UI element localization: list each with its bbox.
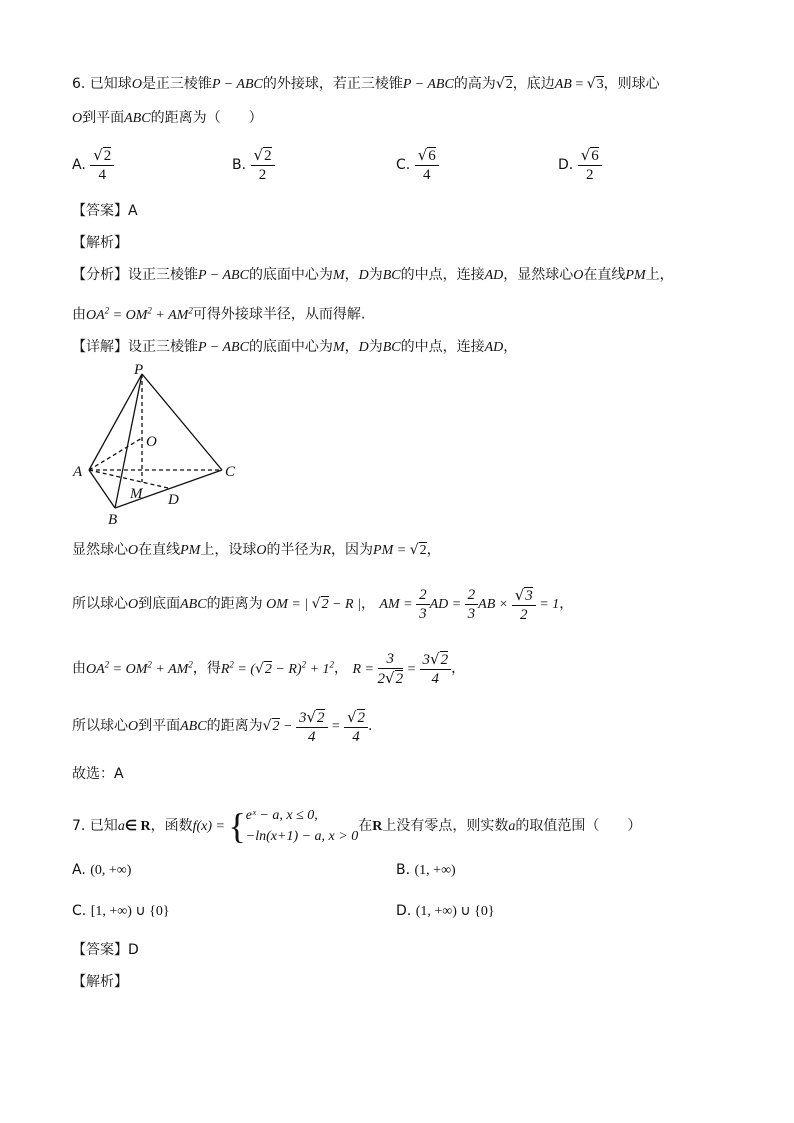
text: 的底面中心为 (248, 339, 333, 355)
option-letter: A. (72, 157, 86, 173)
eq-am: AM = $\frac{2}{3}$ AD = $\frac{2}{3}$ AB × $\frac{√3}{2}$ = 1 (379, 585, 560, 623)
q6-fenxi-line2 (72, 300, 365, 326)
text: 的高为 (453, 76, 496, 92)
text: 上， (645, 267, 674, 283)
math-in-R: ∈ R (124, 819, 151, 834)
edge-ad-hidden (89, 470, 168, 488)
text: 的半径为 (266, 542, 323, 558)
math-pabc: P − ABC (198, 268, 249, 283)
f-of-x: f(x) = (192, 819, 229, 834)
eq-distance: √2 − $\frac{3√2}{4}$ = $\frac{√2}{4}$ (263, 719, 368, 734)
text: 的中点，连接 (400, 267, 485, 283)
text: 在直线 (583, 267, 626, 283)
text: 为 (368, 267, 383, 283)
text: 是正三棱锥 (141, 76, 212, 92)
text: 的距离为（ ） (150, 110, 263, 126)
q6-option-d (558, 146, 602, 184)
math-PM: PM (180, 543, 201, 558)
q6-fenxi-line1: 【分析】设正三棱锥P − ABC的底面中心为M，D为BC的中点，连接AD，显然球心O在直线PM上， (72, 267, 674, 283)
text: 的取值范围（ ） (515, 818, 642, 834)
math-PM: PM (625, 268, 646, 283)
q6-choose (72, 764, 124, 784)
text: ，显然球心 (503, 267, 574, 283)
analysis-label: 【解析】 (72, 974, 128, 990)
text: 由 (72, 660, 86, 677)
q6-option-b (232, 146, 275, 184)
math-pabc: P − ABC (402, 77, 454, 92)
text: ，底边 (512, 76, 555, 92)
option-letter: B. (232, 157, 247, 173)
q6-step3: 由$OA^2 = OM^2 + AM^2$，得$R^2 = (√2 - R)^2 + 1^2$， R = $\frac{3}{2√2}$ = $\frac{3√2}{4}$ ， (72, 650, 466, 688)
label-C: C (225, 464, 236, 480)
option-letter: D. (396, 903, 412, 919)
q6-option-c (396, 146, 439, 184)
q6-step2: 所以球心O到底面ABC的距离为 OM = | √2 − R |， AM = $\frac{2}{3}$ AD = $\frac{2}{3}$ AB × $\frac{√3}{2}$ = 1， (72, 585, 574, 623)
text: 的中点，连接 (400, 339, 485, 355)
math-O: O (128, 597, 139, 612)
text: 设正三棱锥 (128, 339, 198, 355)
math-BC: BC (382, 268, 401, 283)
option-letter: C. (72, 903, 87, 919)
text: 所以球心 (72, 596, 128, 612)
text: 的外接球，若正三棱锥 (262, 76, 403, 92)
option-letter: C. (396, 157, 411, 173)
sqrt-2: √2 (409, 542, 427, 558)
edge-pc (142, 374, 222, 470)
text: 的距离为 (206, 718, 263, 734)
q7-option-d (396, 903, 495, 920)
option-letter: B. (396, 862, 411, 878)
math-D: D (358, 340, 369, 355)
text: 6. 已知球 (72, 76, 132, 92)
math-ABC: ABC (124, 111, 151, 126)
text: ，则球心 (603, 76, 660, 92)
math-AB: AB (554, 77, 572, 92)
math-O: O (128, 543, 139, 558)
math-AD: AD (484, 340, 504, 355)
text: 设正三棱锥 (128, 267, 198, 283)
text: 上没有零点，则实数 (382, 818, 509, 834)
text: ，函数 (150, 818, 193, 834)
eq-oa2: $OA^2 = OM^2 + AM^2$ (86, 305, 193, 323)
q7-option-c (72, 903, 170, 920)
label-O: O (146, 434, 157, 450)
q6-option-a (72, 146, 114, 184)
eq-pm: PM = (373, 543, 410, 558)
math-ABC: ABC (180, 597, 207, 612)
eq-oa2: $OA^2 = OM^2 + AM^2$ (86, 659, 193, 677)
math-O: O (128, 719, 139, 734)
option-text: (1, +∞) (414, 863, 456, 878)
eq-r: R = $\frac{3}{2√2}$ = $\frac{3√2}{4}$ (353, 662, 452, 677)
q6-stem-line1: 6. 已知球O是正三棱锥P − ABC的外接球，若正三棱锥P − ABC的高为√2，底边AB = √3，则球心 (72, 76, 660, 92)
math-R: R (322, 543, 332, 558)
text: ，得 (192, 660, 221, 677)
answer-label: 【答案】 (72, 203, 128, 219)
text: 所以球心 (72, 718, 128, 734)
text: 可得外接球半径，从而得解. (192, 306, 366, 323)
text: 到平面 (82, 110, 125, 126)
q6-answer (72, 201, 138, 221)
math-M: M (332, 340, 345, 355)
case-2: −ln(x+1) − a, x > 0 (245, 829, 359, 844)
q6-analysis-label (72, 233, 128, 253)
choose-text: 故选：A (72, 766, 124, 782)
text: 的距离为 (206, 596, 263, 612)
math-O: O (131, 77, 142, 92)
brace: { (228, 806, 246, 846)
edge-pa (89, 374, 142, 470)
q6-xiangjie-line: 【详解】设正三棱锥P − ABC的底面中心为M，D为BC的中点，连接AD， (72, 339, 518, 355)
label-B: B (108, 512, 118, 528)
option-text: (0, +∞) (90, 863, 132, 878)
pyramid-diagram (70, 360, 250, 530)
answer-value: A (128, 203, 138, 219)
label-D: D (168, 492, 179, 508)
math-ABC: ABC (180, 719, 207, 734)
eq-r2: $R^2 = (√2 - R)^2 + 1^2$ (220, 659, 335, 677)
text: 显然球心 (72, 542, 128, 558)
eq-om: OM = | √2 − R | (262, 596, 361, 612)
q7-option-b (396, 862, 456, 879)
text: 上，设球 (200, 542, 257, 558)
math-R: R (372, 819, 383, 834)
analysis-label: 【解析】 (72, 235, 128, 251)
math-D: D (358, 268, 369, 283)
sqrt-2: √2 (495, 76, 513, 92)
text: 在直线 (138, 542, 181, 558)
math-a: a (117, 819, 125, 834)
math-AD: AD (484, 268, 504, 283)
math-O: O (256, 543, 267, 558)
math-O: O (72, 111, 83, 126)
math-pabc: P − ABC (211, 77, 263, 92)
label-M: M (130, 486, 143, 502)
fraction: $\frac{√2}{4}$ (90, 146, 114, 184)
q6-stem-line2 (72, 108, 263, 129)
math-a: a (508, 819, 516, 834)
text: 在 (358, 818, 373, 834)
math-O: O (573, 268, 584, 283)
q6-step1: 显然球心O在直线PM上，设球O的半径为R，因为PM = √2， (72, 542, 441, 558)
sqrt-3: √3 (586, 76, 604, 92)
case-1: eˣ − a, x ≤ 0, (245, 808, 318, 823)
fraction: $\frac{√6}{2}$ (578, 146, 602, 184)
answer-value: D (128, 942, 139, 958)
fraction: $\frac{√6}{4}$ (415, 146, 439, 184)
option-letter: A. (72, 862, 86, 878)
option-text: [1, +∞) ∪ {0} (90, 904, 170, 919)
option-text: (1, +∞) ∪ {0} (415, 904, 495, 919)
text: 的底面中心为 (248, 267, 333, 283)
q7-analysis-label (72, 972, 128, 992)
text: 7. 已知 (72, 818, 118, 834)
math-M: M (332, 268, 345, 283)
math-BC: BC (382, 340, 401, 355)
q7-stem (72, 804, 641, 849)
text: 由 (72, 306, 86, 323)
label-A: A (73, 464, 83, 480)
math-pabc: P − ABC (198, 340, 249, 355)
q7-option-a (72, 862, 131, 879)
text: 为 (368, 339, 383, 355)
fraction: $\frac{√2}{2}$ (251, 146, 275, 184)
q7-answer (72, 940, 139, 960)
answer-label: 【答案】 (72, 942, 128, 958)
xiangjie-label: 【详解】 (72, 339, 128, 355)
text: 到平面 (138, 718, 181, 734)
label-P: P (134, 362, 144, 378)
edge-ao-hidden (89, 438, 142, 470)
piecewise (246, 805, 358, 847)
fenxi-label: 【分析】 (72, 267, 128, 283)
text: ，因为 (331, 542, 374, 558)
text: 到底面 (138, 596, 181, 612)
option-letter: D. (558, 157, 574, 173)
q6-step4: 所以球心O到平面ABC的距离为√2 − $\frac{3√2}{4}$ = $\frac{√2}{4}$ . (72, 707, 373, 745)
